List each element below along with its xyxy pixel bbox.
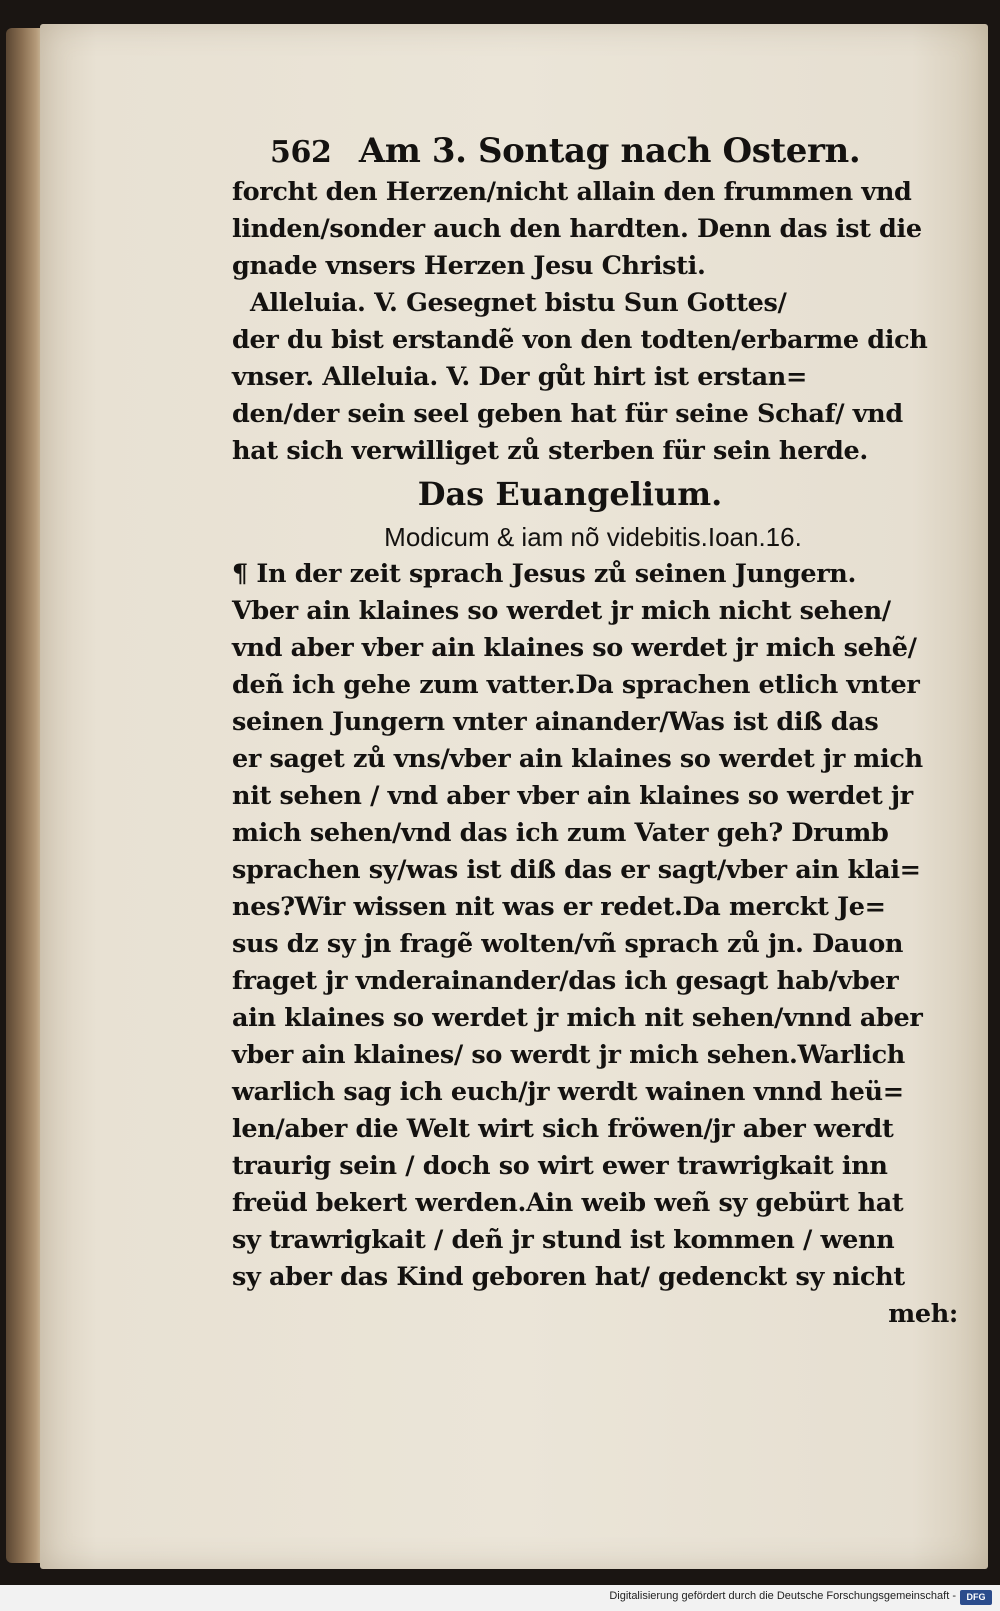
text-line: hat sich verwilliget zů sterben für sein herde. xyxy=(232,436,868,466)
text-line: den/der sein seel geben hat für seine Schaf/ vnd xyxy=(232,399,903,429)
text-line: nit sehen / vnd aber vber ain klaines so werdet jr xyxy=(232,781,913,811)
text-block xyxy=(232,128,968,1333)
text-line: sy aber das Kind geboren hat/ gedenckt sy nicht xyxy=(232,1262,905,1292)
footer-bar xyxy=(0,1585,1000,1611)
text-line: nes?Wir wissen nit was er redet.Da merckt Je= xyxy=(232,892,886,922)
text-line: sprachen sy/was ist diß das er sagt/vber ain klai= xyxy=(232,855,921,885)
text-line: len/aber die Welt wirt sich fröwen/jr aber werdt xyxy=(232,1114,894,1144)
page-number: 562 xyxy=(270,135,332,170)
latin-incipit: Modicum & iam nõ videbitis.Ioan.16. xyxy=(384,522,802,552)
text-line: der du bist erstandẽ von den todten/erbarme dich xyxy=(232,325,928,355)
text-line: warlich sag ich euch/jr werdt wainen vnnd heü= xyxy=(232,1077,904,1107)
text-line: er saget zů vns/vber ain klaines so werdet jr mich xyxy=(232,744,923,774)
dfg-logo: DFG xyxy=(960,1590,992,1605)
running-title: Am 3. Sontag nach Ostern. xyxy=(358,131,861,171)
text-line: vnd aber vber ain klaines so werdet jr mich sehẽ/ xyxy=(232,633,917,663)
body-paragraph xyxy=(232,174,968,285)
gospel-paragraph xyxy=(232,556,968,1296)
funding-credit: Digitalisierung gefördert durch die Deutsche Forschungsgemeinschaft - xyxy=(609,1590,956,1602)
text-line: linden/sonder auch den hardten. Denn das ist die xyxy=(232,214,922,244)
running-header xyxy=(232,128,968,174)
text-line: fraget jr vnderainander/das ich gesagt hab/vber xyxy=(232,966,899,996)
text-line: vnser. Alleluia. V. Der gůt hirt ist erstan= xyxy=(232,362,807,392)
text-line: Alleluia. V. Gesegnet bistu Sun Gottes/ xyxy=(250,288,787,318)
alleluia-paragraph xyxy=(232,285,968,470)
text-line: ¶ In der zeit sprach Jesus zů seinen Jungern. xyxy=(232,559,857,589)
text-line: seinen Jungern vnter ainander/Was ist diß das xyxy=(232,707,879,737)
text-line: traurig sein / doch so wirt ewer trawrigkait inn xyxy=(232,1151,888,1181)
text-line: deñ ich gehe zum vatter.Da sprachen etlich vnter xyxy=(232,670,920,700)
text-line: forcht den Herzen/nicht allain den frummen vnd xyxy=(232,177,912,207)
text-line: ain klaines so werdet jr mich nit sehen/vnnd aber xyxy=(232,1003,923,1033)
text-line: Vber ain klaines so werdet jr mich nicht sehen/ xyxy=(232,596,891,626)
text-line: mich sehen/vnd das ich zum Vater geh? Drumb xyxy=(232,818,889,848)
text-line: vber ain klaines/ so werdt jr mich sehen.Warlich xyxy=(232,1040,905,1070)
text-line: gnade vnsers Herzen Jesu Christi. xyxy=(232,251,706,281)
text-line: sus dz sy jn fragẽ wolten/vñ sprach zů jn. Dauon xyxy=(232,929,904,959)
text-line: freüd bekert werden.Ain weib weñ sy gebürt hat xyxy=(232,1188,904,1218)
text-line: sy trawrigkait / deñ jr stund ist kommen / wenn xyxy=(232,1225,895,1255)
gospel-heading: Das Euangelium. xyxy=(417,475,723,513)
catchword: meh: xyxy=(888,1299,958,1329)
